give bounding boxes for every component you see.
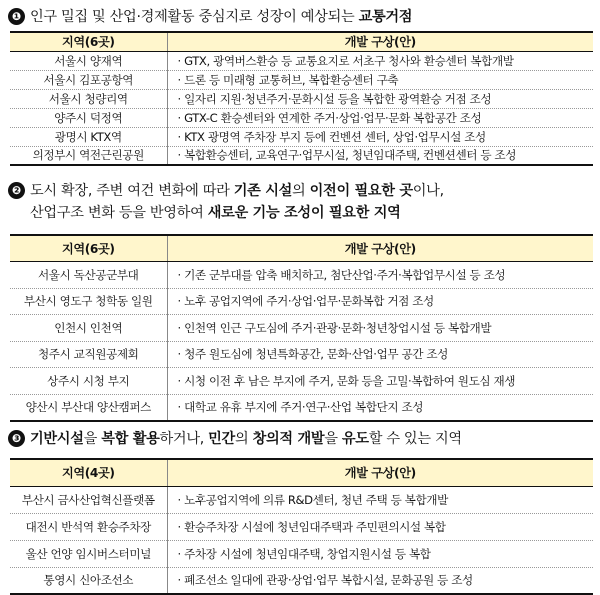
- region-column-header: 지역(6곳): [10, 235, 167, 262]
- plan-cell: · 주차장 시설에 청년임대주택, 창업지원시설 등 복합: [167, 540, 593, 567]
- region-cell: 서울시 김포공항역: [10, 70, 167, 89]
- plan-cell: · GTX-C 환승센터와 연계한 주거·상업·업무·문화 복합공간 조성: [167, 108, 593, 127]
- plan-cell: · KTX 광명역 주차장 부지 등에 컨벤션 센터, 상업·업무시설 조성: [167, 127, 593, 146]
- section-2-heading-text: [30, 183, 444, 199]
- heading-text: 을: [324, 431, 342, 447]
- table-row: [10, 288, 593, 315]
- plan-cell: · 환승주차장 시설에 청년임대주택과 주민편의시설 복합: [167, 513, 593, 540]
- heading-emphasis: 교통거점: [358, 9, 413, 25]
- plan-cell: · 기존 군부대를 압축 배치하고, 첨단산업·주거·복합업무시설 등 조성: [167, 262, 593, 289]
- heading-emphasis: 기반시설: [30, 431, 84, 447]
- region-cell: 통영시 신아조선소: [10, 567, 167, 594]
- region-cell: 대전시 반석역 환승주차장: [10, 513, 167, 540]
- region-cell: 부산시 금사산업혁신플랫폼: [10, 486, 167, 513]
- table-row: [10, 394, 593, 421]
- heading-text: 의: [292, 183, 310, 199]
- section-number-badge: ❶: [8, 8, 25, 25]
- table-row: [10, 540, 593, 567]
- plan-cell: · 폐조선소 일대에 관광·상업·업무 복합시설, 문화공원 등 조성: [167, 567, 593, 594]
- heading-emphasis: 창의적 개발: [252, 431, 325, 447]
- region-cell: 청주시 교직원공제회: [10, 341, 167, 368]
- table-row: [10, 108, 593, 127]
- heading-emphasis: 민간: [208, 431, 235, 447]
- table-row: [10, 127, 593, 146]
- region-cell: 서울시 양재역: [10, 51, 167, 70]
- table-row: [10, 51, 593, 70]
- heading-emphasis: 새로운 기능 조성이 필요한 지역: [207, 205, 401, 221]
- heading-text: 산업구조 변화 등을 반영하여: [30, 205, 208, 221]
- plan-cell: · 시청 이전 후 남은 부지에 주거, 문화 등을 고밀·복합하여 원도심 재생: [167, 368, 593, 395]
- section-1-heading-text: [30, 9, 412, 25]
- table-header-row: [10, 235, 593, 262]
- heading-emphasis: 유도: [341, 431, 369, 447]
- plan-column-header: 개발 구상(안): [167, 235, 593, 262]
- table-row: [10, 315, 593, 342]
- region-cell: 양주시 덕정역: [10, 108, 167, 127]
- region-cell: 부산시 영도구 청학동 일원: [10, 288, 167, 315]
- heading-emphasis: 복합 활용: [101, 431, 160, 447]
- heading-text: 도시 확장, 주변 여건 변화에 따라: [30, 183, 234, 199]
- heading-text: 을: [83, 431, 102, 447]
- heading-text: 하거나,: [159, 431, 209, 447]
- plan-column-header: 개발 구상(안): [167, 32, 593, 51]
- table-row: [10, 146, 593, 165]
- region-cell: 인천시 인천역: [10, 315, 167, 342]
- section-3-heading-text: [30, 431, 462, 447]
- section-3-heading: [8, 428, 462, 448]
- table-row: [10, 486, 593, 513]
- plan-column-header: 개발 구상(안): [167, 459, 593, 486]
- section-2-heading: [8, 180, 444, 222]
- table-row: [10, 262, 593, 289]
- table-row: [10, 368, 593, 395]
- heading-text: 이나,: [412, 183, 444, 199]
- section-number-badge: ❸: [8, 430, 25, 447]
- table-row: [10, 567, 593, 594]
- region-cell: 의정부시 역전근린공원: [10, 146, 167, 165]
- plan-cell: · 복합환승센터, 교육연구·업무시설, 청년임대주택, 컨벤션센터 등 조성: [167, 146, 593, 165]
- region-cell: 광명시 KTX역: [10, 127, 167, 146]
- section-number-badge: ❷: [8, 182, 25, 199]
- plan-cell: · 인천역 인근 구도심에 주거·관광·문화·청년창업시설 등 복합개발: [167, 315, 593, 342]
- section-3-table: [10, 458, 593, 595]
- plan-cell: · 드론 등 미래형 교통허브, 복합환승센터 구축: [167, 70, 593, 89]
- region-column-header: 지역(6곳): [10, 32, 167, 51]
- plan-cell: · 노후공업지역에 의류 R&D센터, 청년 주택 등 복합개발: [167, 486, 593, 513]
- heading-text: 인구 밀집 및 산업·경제활동 중심지로 성장이 예상되는: [30, 9, 359, 25]
- region-cell: 서울시 독산공군부대: [10, 262, 167, 289]
- section-1-heading: [8, 6, 412, 26]
- plan-cell: · GTX, 광역버스환승 등 교통요지로 서초구 청사와 환승센터 복합개발: [167, 51, 593, 70]
- plan-cell: · 노후 공업지역에 주거·상업·업무·문화복합 거점 조성: [167, 288, 593, 315]
- heading-emphasis: 이전이 필요한 곳: [309, 183, 413, 199]
- region-cell: 울산 언양 임시버스터미널: [10, 540, 167, 567]
- heading-text: 할 수 있는 지역: [368, 431, 462, 447]
- table-header-row: [10, 459, 593, 486]
- section-2-table: [10, 234, 593, 422]
- section-2-heading-line2: [8, 202, 444, 222]
- table-header-row: [10, 32, 593, 51]
- plan-cell: · 일자리 지원·청년주거·문화시설 등을 복합한 광역환승 거점 조성: [167, 89, 593, 108]
- table-row: [10, 89, 593, 108]
- heading-emphasis: 기존 시설: [233, 183, 293, 199]
- section-1-table: [10, 31, 593, 166]
- region-column-header: 지역(4곳): [10, 459, 167, 486]
- plan-cell: · 청주 원도심에 청년특화공간, 문화·산업·업무 공간 조성: [167, 341, 593, 368]
- region-cell: 상주시 시청 부지: [10, 368, 167, 395]
- region-cell: 양산시 부산대 양산캠퍼스: [10, 394, 167, 421]
- table-row: [10, 341, 593, 368]
- heading-text: 의: [234, 431, 253, 447]
- region-cell: 서울시 청량리역: [10, 89, 167, 108]
- table-row: [10, 70, 593, 89]
- plan-cell: · 대학교 유휴 부지에 주거·연구·산업 복합단지 조성: [167, 394, 593, 421]
- table-row: [10, 513, 593, 540]
